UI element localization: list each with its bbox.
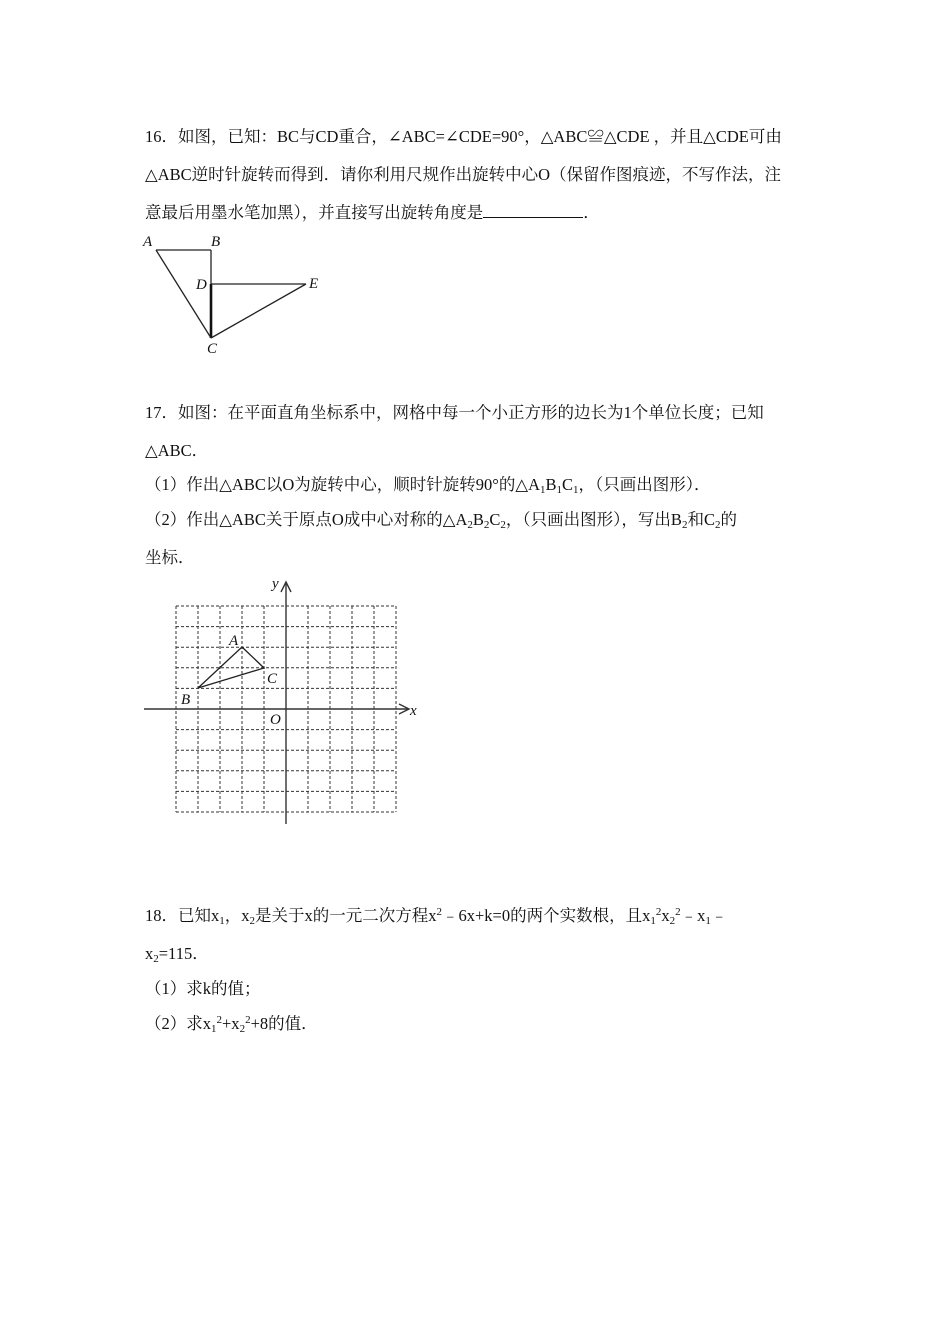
q16-figure [140,232,330,357]
q18-line-2: $x_2=115$． [145,944,209,965]
label-A: A [143,234,153,250]
q17-coordinate-grid-figure [140,572,425,827]
q18-line-1: 18．已知$x_1$，$x_2$是关于x的一元二次方程$x^2﹣6x+k=0$的两个实数根，且$x_1^2x_2^2﹣x_1﹣$ [145,906,728,927]
q17-part-1: （1）作出△ABC以O为旋转中心，顺时针旋转90°的$\triangle A_1B_1C_1$，（只画出图形）． [145,475,711,496]
q16-line-2: △ABC逆时针旋转而得到．请你利用尺规作出旋转中心O（保留作图痕迹，不写作法，注 [145,165,782,184]
label-A: A [229,633,239,649]
q17-line-2: △ABC． [145,441,209,460]
label-B: B [181,692,191,708]
q17-part-2: （2）作出△ABC关于原点O成中心对称的$\triangle A_2B_2C_2$，（只画出图形），写出$B_2$和$C_2$的 [145,510,737,531]
q17-line-1: 17．如图：在平面直角坐标系中，网格中每一个小正方形的边长为1个单位长度；已知 [145,403,764,422]
q16-line-3: 意最后用墨水笔加黑），并直接写出旋转角度是 ． [145,203,600,222]
label-E: E [309,276,319,292]
label-B: B [211,234,221,250]
label-D: D [196,277,207,293]
label-C: C [207,341,218,357]
answer-blank [483,203,583,218]
q16-line-1: 16．如图，已知：BC与CD重合，∠ABC=∠CDE=90°，△ABC≌△CDE ，并且△CDE可由 [145,127,782,146]
q17-part-2-line-2: 坐标． [145,548,195,567]
q16-line-3-text: 意最后用墨水笔加黑），并直接写出旋转角度是 [145,203,484,222]
label-y: y [272,576,279,592]
label-x: x [410,703,417,719]
q18-part-1: （1）求k的值； [145,979,261,998]
q18-part-2: （2）求$x_1^2+x_2^2+8$的值． [145,1014,318,1035]
label-O: O [270,712,281,728]
label-C: C [267,671,278,687]
